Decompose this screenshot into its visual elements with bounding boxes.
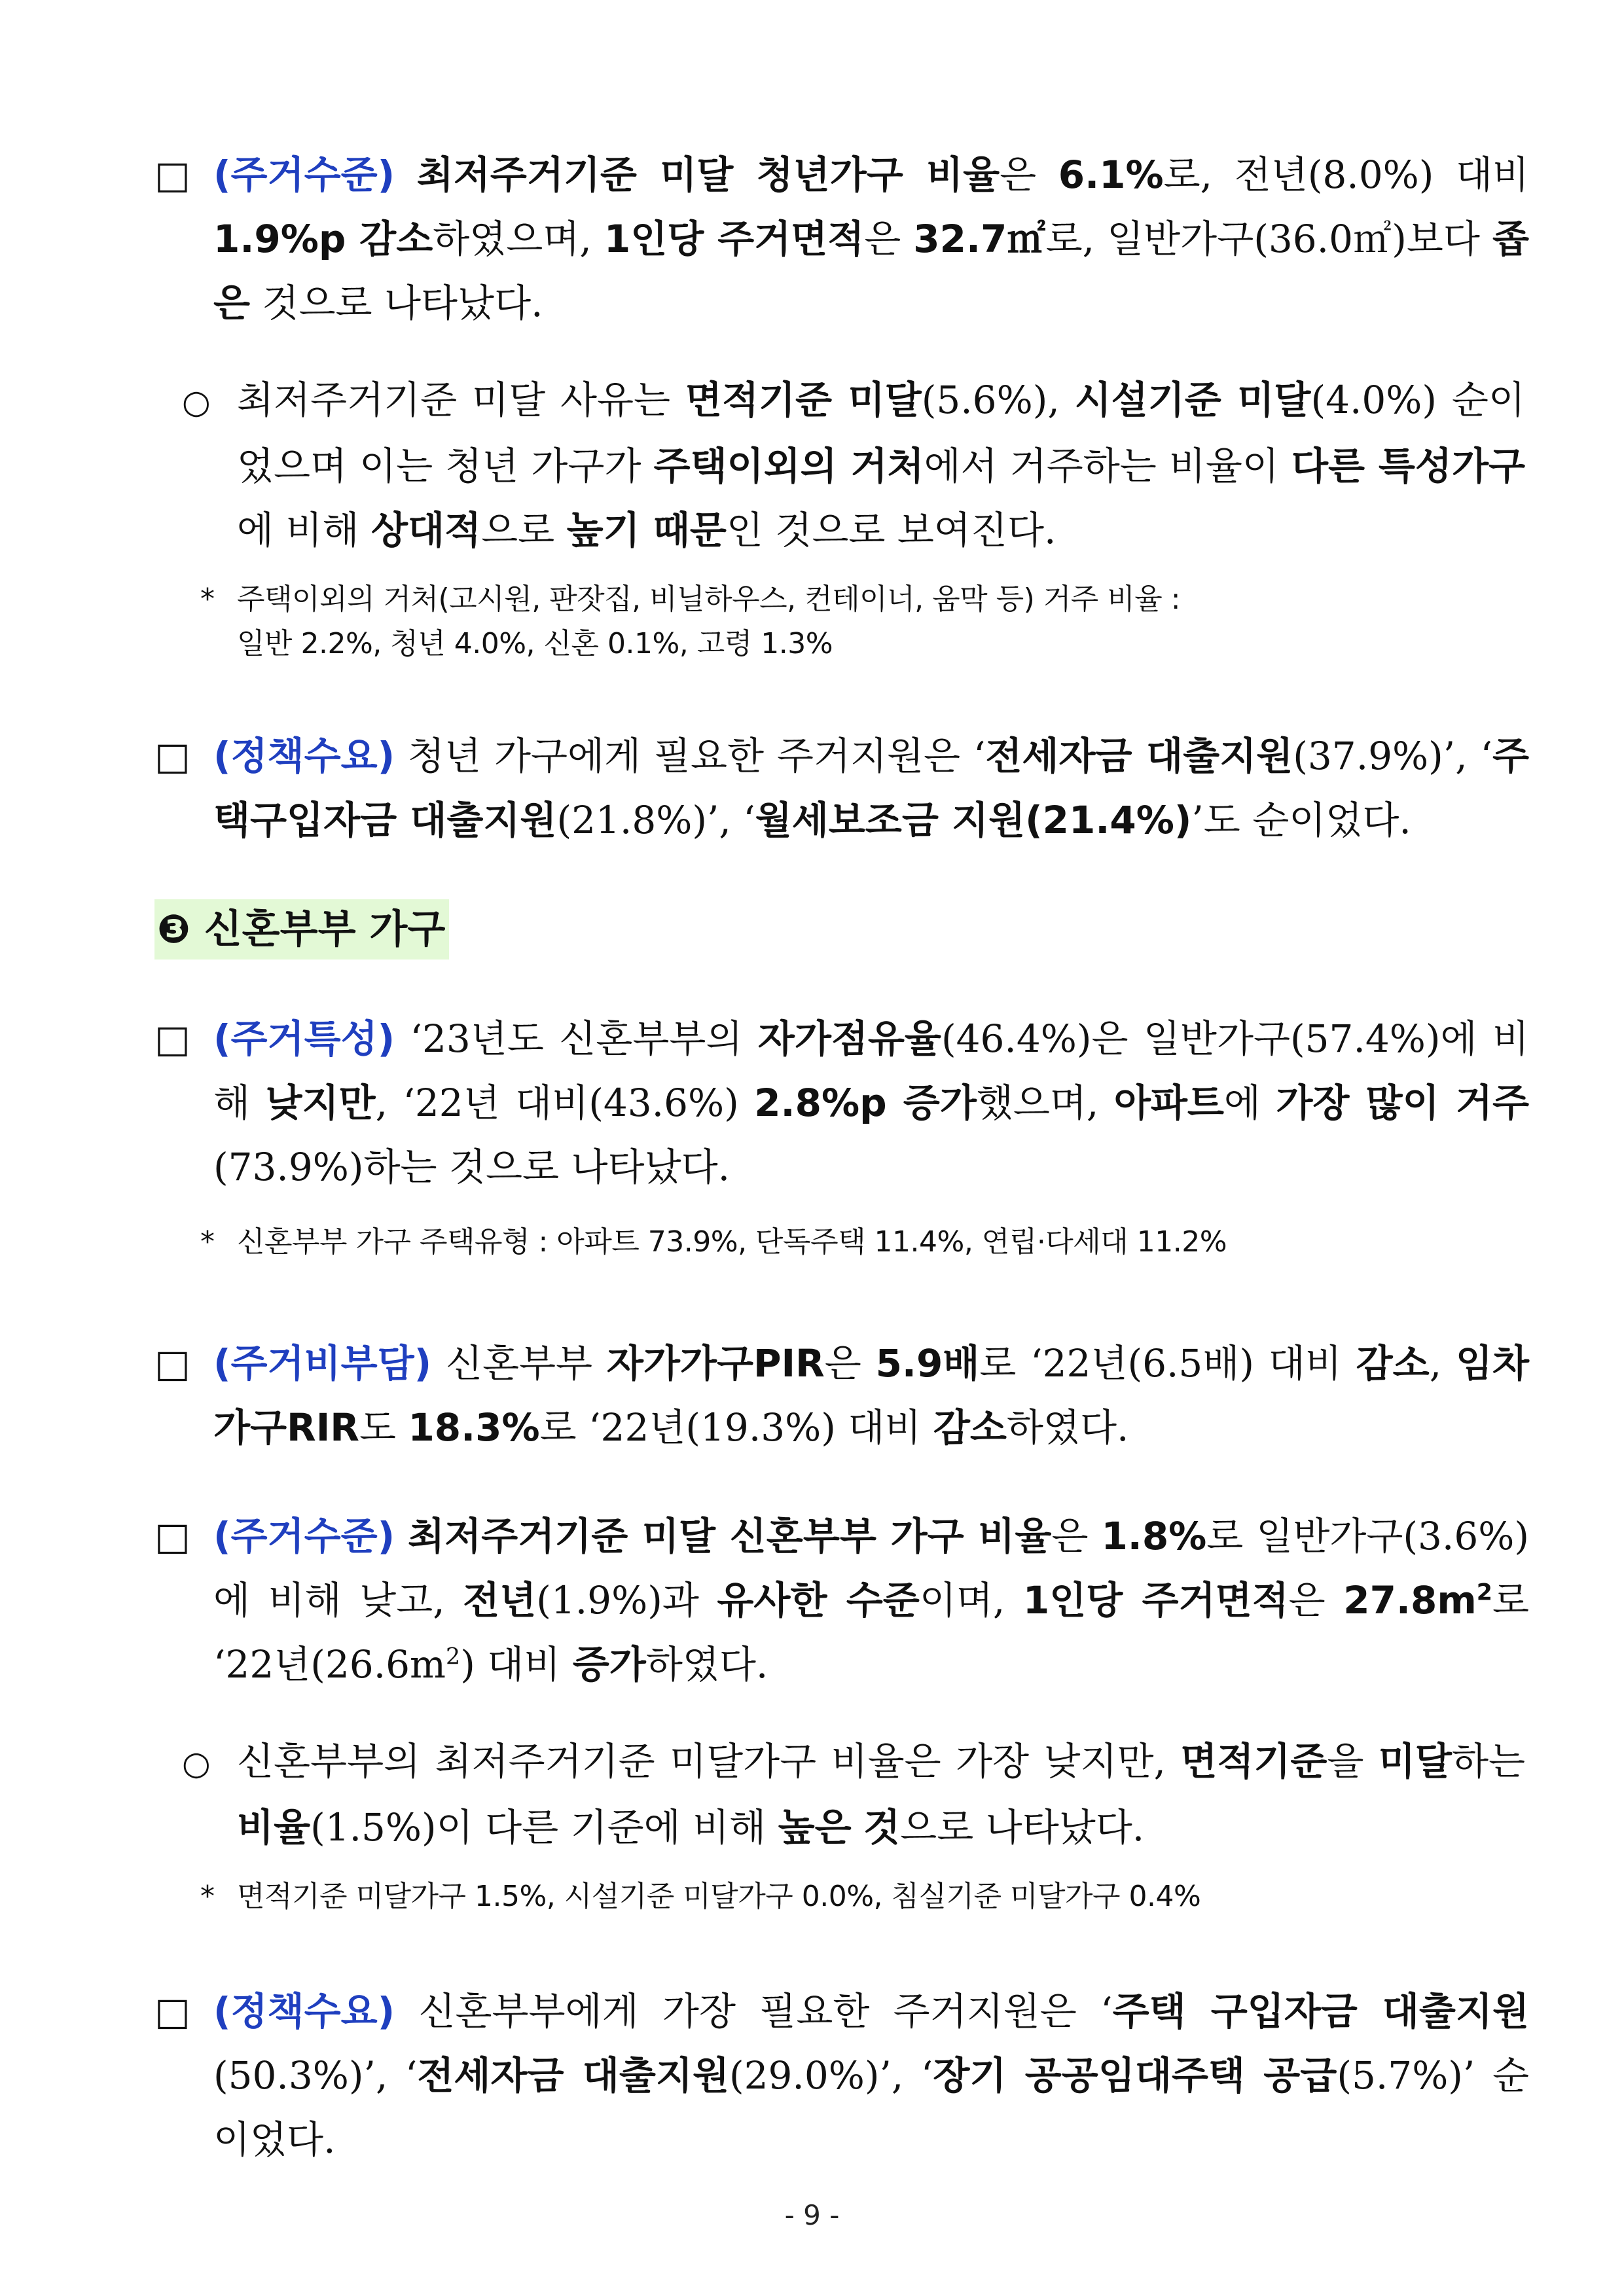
newlywed-burden-paragraph: □ (주거비부담) 신혼부부 자가가구PIR은 5.9배로 ‘22년(6.5배) 대비 감소, 임차가구RIR도 18.3%로 ‘22년(19.3%) 대비 감소하였다. <box>154 1331 1529 1460</box>
square-bullet: □ <box>154 734 190 778</box>
paragraph-label: (정책수요) <box>213 1989 395 2034</box>
note-line: 면적기준 미달가구 1.5%, 시설기준 미달가구 0.0%, 침실기준 미달가구 0.4% <box>237 1880 1201 1913</box>
note-marker: * <box>200 1225 215 1259</box>
square-bullet: □ <box>154 152 190 197</box>
newlywed-reason-paragraph: ○ 신혼부부의 최저주거기준 미달가구 비율은 가장 낮지만, 면적기준을 미달하는 비율(1.5%)이 다른 기준에 비해 높은 것으로 나타났다. <box>182 1729 1525 1859</box>
youth-policy-paragraph: □ (정책수요) 청년 가구에게 필요한 주거지원은 ‘전세자금 대출지원(37.9%)’, ‘주택구입자금 대출지원(21.8%)’, ‘월세보조금 지원(21.4%)’도 순이었다. <box>154 724 1529 852</box>
youth-reason-paragraph: ○ 최저주거기준 미달 사유는 면적기준 미달(5.6%), 시설기준 미달(4.0%) 순이었으며 이는 청년 가구가 주택이외의 거처에서 거주하는 비율이 다른 특성가구에 비해 상대적으로 높기 때문인 것으로 보여진다. <box>182 368 1525 562</box>
newlywed-characteristics-paragraph: □ (주거특성) ‘23년도 신혼부부의 자가점유율(46.4%)은 일반가구(57.4%)에 비해 낮지만, ‘22년 대비(43.6%) 2.8%p 증가했으며, 아파트에 가장 많이 거주(73.9%)하는 것으로 나타났다. <box>154 1007 1529 1199</box>
note-marker: * <box>200 1880 215 1913</box>
circle-bullet: ○ <box>182 383 211 421</box>
square-bullet: □ <box>154 1514 190 1558</box>
note-line: 신혼부부 가구 주택유형 : 아파트 73.9%, 단독주택 11.4%, 연립·다세대 11.2% <box>237 1225 1227 1259</box>
paragraph-label: (정책수요) <box>213 734 395 778</box>
square-bullet: □ <box>154 1341 190 1386</box>
paragraph-label: (주거특성) <box>213 1016 395 1061</box>
note-line: 일반 2.2%, 청년 4.0%, 신혼 0.1%, 고령 1.3% <box>237 627 833 660</box>
youth-note <box>200 577 1507 666</box>
square-bullet: □ <box>154 1016 190 1061</box>
newlywed-housing-type-note <box>200 1220 1507 1265</box>
newlywed-deficiency-note <box>200 1874 1507 1919</box>
circle-bullet: ○ <box>182 1744 211 1782</box>
section-heading: ❸ 신혼부부 가구 <box>154 899 449 960</box>
note-marker: * <box>200 583 215 616</box>
newlywed-policy-paragraph: □ (정책수요) 신혼부부에게 가장 필요한 주거지원은 ‘주택 구입자금 대출지원(50.3%)’, ‘전세자금 대출지원(29.0%)’, ‘장기 공공임대주택 공급(5.7%)’ 순이었다. <box>154 1979 1529 2172</box>
newlywed-housing-level-paragraph: □ (주거수준) 최저주거기준 미달 신혼부부 가구 비율은 1.8%로 일반가구(3.6%)에 비해 낮고, 전년(1.9%)과 유사한 수준이며, 1인당 주거면적은 $27.8m^2$로 ‘22년$(26.6m^2)$ 대비 증가하였다. <box>154 1504 1529 1696</box>
square-bullet: □ <box>154 1989 190 2034</box>
youth-housing-level-paragraph: □ (주거수준) 최저주거기준 미달 청년가구 비율은 6.1%로, 전년(8.0%) 대비 1.9%p 감소하였으며, 1인당 주거면적은 32.7㎡로, 일반가구(36.0㎡)보다 좁은 것으로 나타났다. <box>154 143 1529 335</box>
paragraph-label: (주거비부담) <box>213 1341 432 1386</box>
paragraph-label: (주거수준) <box>213 1514 395 1558</box>
page-number: - 9 - <box>784 2199 840 2231</box>
note-line: 주택이외의 거처(고시원, 판잣집, 비닐하우스, 컨테이너, 움막 등) 거주 비율 : <box>237 583 1181 616</box>
paragraph-label: (주거수준) <box>213 152 395 197</box>
